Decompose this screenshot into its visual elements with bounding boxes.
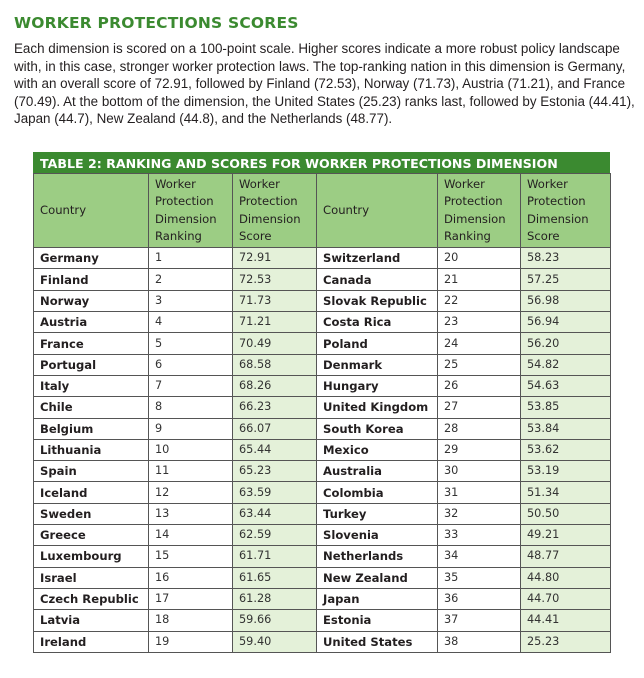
country-cell: Italy: [34, 375, 149, 396]
score-cell: 56.20: [521, 333, 611, 354]
table-row: [34, 354, 611, 375]
score-cell: 44.80: [521, 567, 611, 588]
section-heading: WORKER PROTECTIONS SCORES: [14, 14, 299, 32]
country-cell: France: [34, 333, 149, 354]
score-cell: 63.59: [233, 482, 317, 503]
table-row: [34, 439, 611, 460]
score-cell: 66.07: [233, 418, 317, 439]
table-row: [34, 610, 611, 631]
ranking-cell: 35: [438, 567, 521, 588]
ranking-cell: 25: [438, 354, 521, 375]
country-cell: Slovenia: [317, 525, 438, 546]
table-row: [34, 248, 611, 269]
ranking-cell: 38: [438, 631, 521, 652]
country-cell: Israel: [34, 567, 149, 588]
table-row: [34, 397, 611, 418]
header-score-left: Worker Protection Dimension Score: [233, 174, 317, 248]
score-cell: 65.44: [233, 439, 317, 460]
ranking-cell: 6: [149, 354, 233, 375]
country-cell: Australia: [317, 461, 438, 482]
score-cell: 57.25: [521, 269, 611, 290]
ranking-cell: 26: [438, 375, 521, 396]
country-cell: South Korea: [317, 418, 438, 439]
ranking-cell: 17: [149, 588, 233, 609]
table-row: [34, 546, 611, 567]
table-row: [34, 631, 611, 652]
country-cell: Austria: [34, 312, 149, 333]
header-score-right: Worker Protection Dimension Score: [521, 174, 611, 248]
country-cell: United States: [317, 631, 438, 652]
score-cell: 61.28: [233, 588, 317, 609]
score-cell: 53.84: [521, 418, 611, 439]
table-row: [34, 525, 611, 546]
ranking-cell: 32: [438, 503, 521, 524]
score-cell: 53.85: [521, 397, 611, 418]
ranking-cell: 29: [438, 439, 521, 460]
ranking-cell: 16: [149, 567, 233, 588]
document-page: [14, 12, 634, 128]
score-cell: 68.26: [233, 375, 317, 396]
country-cell: Denmark: [317, 354, 438, 375]
ranking-cell: 12: [149, 482, 233, 503]
ranking-cell: 2: [149, 269, 233, 290]
score-cell: 68.58: [233, 354, 317, 375]
score-cell: 56.94: [521, 312, 611, 333]
ranking-cell: 28: [438, 418, 521, 439]
table-row: [34, 461, 611, 482]
score-cell: 54.63: [521, 375, 611, 396]
ranking-cell: 14: [149, 525, 233, 546]
score-cell: 25.23: [521, 631, 611, 652]
header-country-right: Country: [317, 174, 438, 248]
country-cell: Turkey: [317, 503, 438, 524]
ranking-cell: 37: [438, 610, 521, 631]
country-cell: Netherlands: [317, 546, 438, 567]
score-cell: 61.71: [233, 546, 317, 567]
score-cell: 44.41: [521, 610, 611, 631]
ranking-cell: 1: [149, 248, 233, 269]
ranking-cell: 10: [149, 439, 233, 460]
ranking-cell: 27: [438, 397, 521, 418]
score-cell: 63.44: [233, 503, 317, 524]
country-cell: Germany: [34, 248, 149, 269]
country-cell: Norway: [34, 290, 149, 311]
table-row: [34, 375, 611, 396]
ranking-cell: 19: [149, 631, 233, 652]
table-row: [34, 588, 611, 609]
header-ranking-right: Worker Protection Dimension Ranking: [438, 174, 521, 248]
table-row: [34, 418, 611, 439]
country-cell: Japan: [317, 588, 438, 609]
table-row: [34, 482, 611, 503]
scores-table: [33, 173, 611, 653]
country-cell: Chile: [34, 397, 149, 418]
ranking-cell: 9: [149, 418, 233, 439]
score-cell: 71.73: [233, 290, 317, 311]
ranking-cell: 4: [149, 312, 233, 333]
score-cell: 70.49: [233, 333, 317, 354]
country-cell: Latvia: [34, 610, 149, 631]
ranking-cell: 23: [438, 312, 521, 333]
ranking-cell: 7: [149, 375, 233, 396]
country-cell: Costa Rica: [317, 312, 438, 333]
table-row: [34, 333, 611, 354]
score-cell: 44.70: [521, 588, 611, 609]
ranking-cell: 36: [438, 588, 521, 609]
score-cell: 56.98: [521, 290, 611, 311]
score-cell: 48.77: [521, 546, 611, 567]
country-cell: Slovak Republic: [317, 290, 438, 311]
ranking-cell: 24: [438, 333, 521, 354]
header-ranking-left: Worker Protection Dimension Ranking: [149, 174, 233, 248]
intro-paragraph: Each dimension is scored on a 100-point scale. Higher scores indicate a more robust policy landscape with, in this case, stronger worker protection laws. The top-ranking nation in this dimension is Germany, with an overall score of 72.91, followed by Finland (72.53), Norway (71.73), Austria (71.21), and France (70.49). At the bottom of the dimension, the United States (25.23) ranks last, followed by Estonia (44.41), Japan (44.7), New Zealand (44.8), and the Netherlands (48.77).: [14, 41, 635, 127]
table-body: [34, 248, 611, 653]
ranking-cell: 20: [438, 248, 521, 269]
ranking-cell: 18: [149, 610, 233, 631]
ranking-cell: 5: [149, 333, 233, 354]
header-country-left: Country: [34, 174, 149, 248]
scores-table-wrapper: [33, 152, 610, 653]
ranking-cell: 21: [438, 269, 521, 290]
table-row: [34, 290, 611, 311]
country-cell: Estonia: [317, 610, 438, 631]
country-cell: Belgium: [34, 418, 149, 439]
table-header-row: [34, 174, 611, 248]
ranking-cell: 34: [438, 546, 521, 567]
country-cell: Greece: [34, 525, 149, 546]
score-cell: 72.91: [233, 248, 317, 269]
score-cell: 72.53: [233, 269, 317, 290]
score-cell: 51.34: [521, 482, 611, 503]
score-cell: 54.82: [521, 354, 611, 375]
ranking-cell: 22: [438, 290, 521, 311]
score-cell: 65.23: [233, 461, 317, 482]
table-caption: TABLE 2: RANKING AND SCORES FOR WORKER PROTECTIONS DIMENSION: [33, 152, 610, 173]
table-row: [34, 269, 611, 290]
country-cell: Luxembourg: [34, 546, 149, 567]
country-cell: New Zealand: [317, 567, 438, 588]
ranking-cell: 33: [438, 525, 521, 546]
ranking-cell: 3: [149, 290, 233, 311]
table-row: [34, 503, 611, 524]
country-cell: Colombia: [317, 482, 438, 503]
country-cell: Mexico: [317, 439, 438, 460]
country-cell: Lithuania: [34, 439, 149, 460]
score-cell: 71.21: [233, 312, 317, 333]
country-cell: Sweden: [34, 503, 149, 524]
ranking-cell: 15: [149, 546, 233, 567]
score-cell: 58.23: [521, 248, 611, 269]
ranking-cell: 13: [149, 503, 233, 524]
ranking-cell: 30: [438, 461, 521, 482]
country-cell: Poland: [317, 333, 438, 354]
score-cell: 59.66: [233, 610, 317, 631]
country-cell: Canada: [317, 269, 438, 290]
country-cell: Ireland: [34, 631, 149, 652]
score-cell: 61.65: [233, 567, 317, 588]
table-row: [34, 567, 611, 588]
score-cell: 49.21: [521, 525, 611, 546]
country-cell: Spain: [34, 461, 149, 482]
country-cell: Switzerland: [317, 248, 438, 269]
country-cell: Finland: [34, 269, 149, 290]
country-cell: Hungary: [317, 375, 438, 396]
ranking-cell: 8: [149, 397, 233, 418]
score-cell: 53.19: [521, 461, 611, 482]
country-cell: Portugal: [34, 354, 149, 375]
score-cell: 59.40: [233, 631, 317, 652]
score-cell: 50.50: [521, 503, 611, 524]
score-cell: 53.62: [521, 439, 611, 460]
score-cell: 62.59: [233, 525, 317, 546]
table-row: [34, 312, 611, 333]
country-cell: Czech Republic: [34, 588, 149, 609]
country-cell: United Kingdom: [317, 397, 438, 418]
score-cell: 66.23: [233, 397, 317, 418]
country-cell: Iceland: [34, 482, 149, 503]
ranking-cell: 31: [438, 482, 521, 503]
ranking-cell: 11: [149, 461, 233, 482]
